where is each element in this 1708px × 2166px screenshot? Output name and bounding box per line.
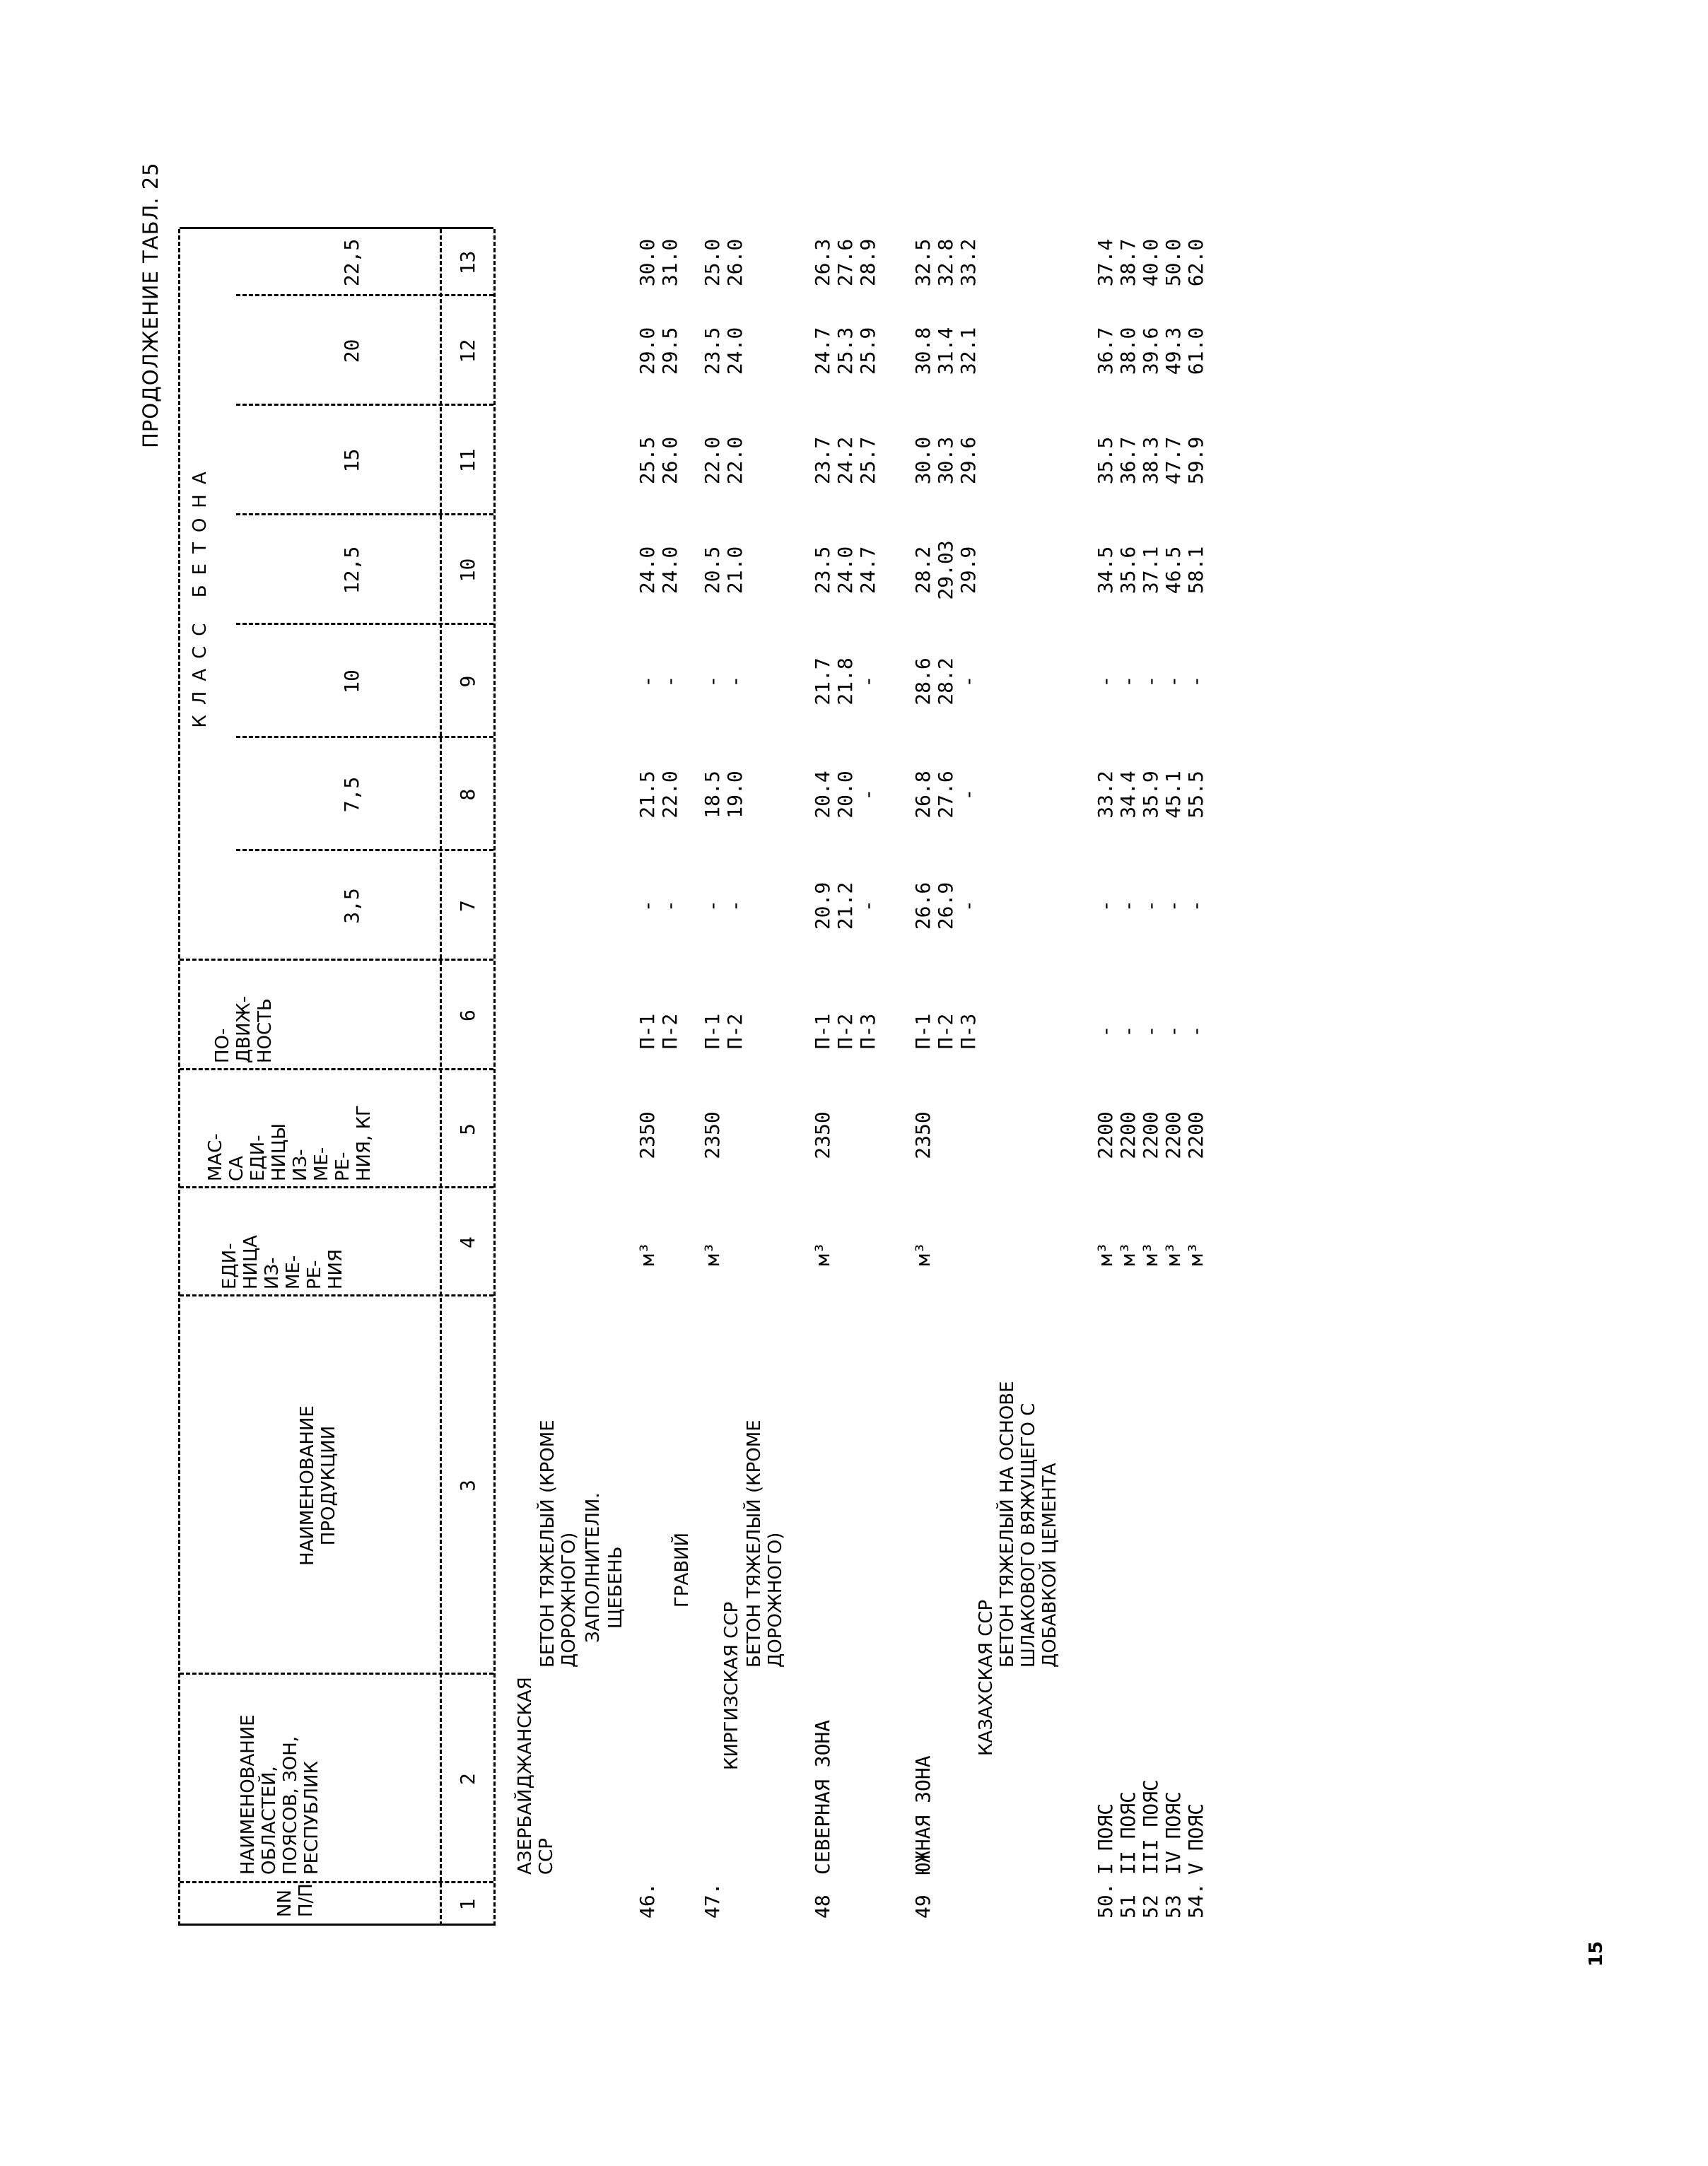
row-class-value: 20.9 [811, 882, 834, 930]
row-class-value: 40.0 [1139, 238, 1162, 287]
row-class-value: 23.7 [811, 436, 834, 485]
row-class-value: 21.8 [833, 657, 857, 706]
header-col2-line4: РЕСПУБЛИК [301, 1761, 322, 1875]
class-value-10: 10 [340, 669, 363, 693]
row-class-value: 45.1 [1162, 771, 1185, 819]
header-col3 [297, 1300, 339, 1671]
header-col4-line5: РЕ- [304, 1260, 325, 1289]
row-mobility: П-2 [658, 1013, 682, 1050]
row-class-value: 46.5 [1162, 546, 1185, 595]
row-class-value: 22.0 [723, 436, 747, 485]
row-mass: 2200 [1094, 1111, 1117, 1159]
vline-01 [180, 1881, 493, 1883]
row-class-value: - [1116, 675, 1140, 688]
row-mass: 2350 [701, 1111, 724, 1159]
row-class-value: 61.0 [1184, 327, 1207, 375]
row-class-value: - [701, 675, 724, 688]
row-unit: м³ [636, 1242, 659, 1266]
row-class-value: 50.0 [1162, 238, 1185, 287]
row-class-value: 38.3 [1139, 436, 1162, 485]
row-class-value: 34.4 [1116, 771, 1140, 819]
row-class-value: 23.5 [811, 546, 834, 595]
colnum-3: 3 [456, 1480, 479, 1492]
colnum-10: 10 [456, 558, 479, 583]
region-azerbaijan-line1: АЗЕРБАЙДЖАНСКАЯ [515, 1677, 536, 1875]
row-class-value: 27.6 [833, 238, 857, 287]
header-col5-line5: ИЗ- [290, 1149, 311, 1181]
crushed-stone-label: ЩЕБЕНЬ [605, 1546, 626, 1629]
row-class-value: - [636, 675, 659, 688]
row-number: 54. [1184, 1883, 1207, 1919]
row-mobility: - [1184, 1025, 1207, 1038]
row-class-value: 28.2 [911, 546, 935, 595]
row-mobility: П-1 [701, 1013, 724, 1050]
header-concrete-class: КЛАСС БЕТОНА [189, 462, 211, 728]
row-mobility: П-1 [636, 1013, 659, 1050]
colnum-8: 8 [456, 788, 479, 801]
row-class-value: 24.0 [833, 546, 857, 595]
class-value-22_5: 22,5 [340, 238, 363, 287]
row-class-value: 34.5 [1094, 546, 1117, 595]
row-class-value: 26.3 [811, 238, 834, 287]
vline-12 [236, 404, 493, 406]
row-class-value: 32.5 [911, 238, 935, 287]
rule-colnum-bottom [493, 229, 496, 1926]
row-mass: 2350 [636, 1111, 659, 1159]
header-col3-line2: ПРОДУКЦИИ [318, 1425, 339, 1546]
row-mobility: П-1 [911, 1013, 935, 1050]
vline-10 [236, 623, 493, 625]
header-col2-line1: НАИМЕНОВАНИЕ [238, 1714, 259, 1875]
vline-05 [180, 1068, 493, 1070]
row-class-value: 38.7 [1116, 238, 1140, 287]
row-class-value: 37.1 [1139, 546, 1162, 595]
header-col5-line7: РЕ- [332, 1152, 353, 1181]
header-col5-line3: ЕДИ- [247, 1135, 269, 1181]
product-slag-concrete-line1: БЕТОН ТЯЖЕЛЫЙ НА ОСНОВЕ [997, 1381, 1018, 1668]
row-class-value: 20.0 [833, 771, 857, 819]
header-col6-line3: НОСТЬ [255, 998, 276, 1063]
row-class-value: 36.7 [1116, 436, 1140, 485]
header-col2-line2: ОБЛАСТЕЙ, [259, 1766, 280, 1875]
region-kazakhstan: КАЗАХСКАЯ ССР [976, 1599, 997, 1756]
row-class-value: 38.0 [1116, 327, 1140, 375]
row-class-value: 23.5 [701, 327, 724, 375]
product-slag-concrete [997, 1381, 1060, 1668]
row-unit: м³ [811, 1242, 834, 1266]
row-class-value: 27.6 [934, 771, 957, 819]
row-class-value: - [1184, 675, 1207, 688]
header-col5-line4: НИЦЫ [269, 1123, 290, 1181]
table-caption: ПРОДОЛЖЕНИЕ ТАБЛ. 25 [139, 162, 163, 448]
header-col1-line1: NN [274, 1890, 296, 1917]
row-class-value: 35.6 [1116, 546, 1140, 595]
row-class-value: 39.6 [1139, 327, 1162, 375]
row-region-name: V ПОЯС [1184, 1803, 1207, 1875]
row-class-value: 18.5 [701, 771, 724, 819]
row-class-value: - [701, 900, 724, 912]
row-number: 48 [811, 1895, 834, 1919]
colnum-6: 6 [456, 1009, 479, 1021]
row-mass: 2200 [1139, 1111, 1162, 1159]
colnum-2: 2 [456, 1773, 479, 1785]
row-number: 52 [1139, 1895, 1162, 1919]
class-value-7_5: 7,5 [340, 776, 363, 813]
row-mobility: П-2 [723, 1013, 747, 1050]
row-unit: м³ [1116, 1242, 1140, 1266]
row-unit: м³ [911, 1242, 935, 1266]
row-class-value: 21.5 [636, 771, 659, 819]
row-class-value: 29.9 [957, 546, 980, 595]
row-mass: 2200 [1184, 1111, 1207, 1159]
header-col6-line2: ДВИЖ- [233, 996, 255, 1063]
header-col6-line1: ПО- [212, 1028, 233, 1063]
row-class-value: 21.7 [811, 657, 834, 706]
row-class-value: 29.0 [636, 327, 659, 375]
row-class-value: 33.2 [957, 238, 980, 287]
row-mobility: П-3 [957, 1013, 980, 1050]
row-class-value: - [957, 900, 980, 912]
row-region-name: II ПОЯС [1116, 1791, 1140, 1875]
row-mobility: - [1162, 1025, 1185, 1038]
row-region-name: СЕВЕРНАЯ ЗОНА [811, 1719, 834, 1875]
row-class-value: 32.1 [957, 327, 980, 375]
row-class-value: 26.6 [911, 882, 935, 930]
row-class-value: - [856, 788, 879, 801]
row-class-value: 26.8 [911, 771, 935, 819]
row-class-value: - [1139, 675, 1162, 688]
row-region-name: IV ПОЯС [1162, 1791, 1185, 1875]
colnum-7: 7 [456, 900, 479, 912]
row-class-value: 25.3 [833, 327, 857, 375]
row-class-value: 47.7 [1162, 436, 1185, 485]
class-value-3_5: 3,5 [340, 888, 363, 924]
row-number: 53 [1162, 1895, 1185, 1919]
colnum-13: 13 [456, 250, 479, 275]
fillers-label: ЗАПОЛНИТЕЛИ. [583, 1492, 604, 1643]
vline-08 [236, 849, 493, 851]
vline-14 [180, 227, 493, 229]
row-mobility: П-3 [856, 1013, 879, 1050]
row-class-value: 26.9 [934, 882, 957, 930]
colnum-4: 4 [456, 1236, 479, 1248]
product-heavy-concrete-kg-line2: ДОРОЖНОГО) [765, 1532, 786, 1668]
row-unit: м³ [701, 1242, 724, 1266]
row-mobility: П-2 [934, 1013, 957, 1050]
row-class-value: 24.0 [658, 546, 682, 595]
row-number: 51 [1116, 1895, 1140, 1919]
row-class-value: - [658, 900, 682, 912]
row-class-value: 62.0 [1184, 238, 1207, 287]
class-value-20: 20 [340, 339, 363, 363]
header-col6 [212, 996, 276, 1063]
row-unit: м³ [1162, 1242, 1185, 1266]
row-class-value: 20.4 [811, 771, 834, 819]
row-class-value: 21.2 [833, 882, 857, 930]
row-class-value: - [723, 900, 747, 912]
vline-07 [236, 959, 493, 961]
row-class-value: - [957, 675, 980, 688]
row-class-value: - [1094, 900, 1117, 912]
row-class-value: 35.5 [1094, 436, 1117, 485]
vline-02 [180, 1673, 493, 1675]
header-col4-line2: НИЦА [240, 1235, 262, 1289]
row-class-value: - [658, 675, 682, 688]
header-col5-line8: НИЯ, КГ [353, 1105, 375, 1181]
row-class-value: - [957, 788, 980, 801]
row-class-value: - [856, 675, 879, 688]
region-kyrgyzstan: КИРГИЗСКАЯ ССР [721, 1601, 742, 1770]
header-col1 [274, 1883, 317, 1917]
row-class-value: 36.7 [1094, 327, 1117, 375]
row-mobility: - [1116, 1025, 1140, 1038]
region-azerbaijan [515, 1677, 557, 1875]
row-class-value: 30.0 [636, 238, 659, 287]
row-mass: 2350 [911, 1111, 935, 1159]
row-class-value: 30.3 [934, 436, 957, 485]
row-number: 50. [1094, 1883, 1117, 1919]
row-class-value: 21.0 [723, 546, 747, 595]
row-unit: м³ [1139, 1242, 1162, 1266]
row-class-value: 30.0 [911, 436, 935, 485]
row-mobility: П-2 [833, 1013, 857, 1050]
row-class-value: - [1139, 900, 1162, 912]
header-col4 [219, 1235, 346, 1289]
row-class-value: 25.7 [856, 436, 879, 485]
row-class-value: - [723, 675, 747, 688]
row-class-value: 49.3 [1162, 327, 1185, 375]
row-number: 46. [636, 1883, 659, 1919]
product-slag-concrete-line3: ДОБАВКОЙ ЦЕМЕНТА [1039, 1463, 1060, 1668]
row-class-value: 26.0 [723, 238, 747, 287]
colnum-9: 9 [456, 675, 479, 688]
vline-03 [180, 1294, 493, 1296]
row-mass: 2200 [1116, 1111, 1140, 1159]
product-heavy-concrete-kg-line1: БЕТОН ТЯЖЕЛЫЙ (КРОМЕ [744, 1419, 765, 1668]
row-class-value: 22.0 [701, 436, 724, 485]
row-class-value: 30.8 [911, 327, 935, 375]
colnum-5: 5 [456, 1123, 479, 1135]
header-col5-line1: МАС- [205, 1133, 226, 1181]
product-heavy-concrete-az-line2: ДОРОЖНОГО) [558, 1532, 580, 1668]
header-col4-line4: МЕ- [283, 1255, 304, 1289]
row-mass: 2350 [811, 1111, 834, 1159]
row-class-value: 33.2 [1094, 771, 1117, 819]
header-col4-line1: ЕДИ- [219, 1243, 240, 1289]
row-region-name: I ПОЯС [1094, 1803, 1117, 1875]
region-azerbaijan-line2: ССР [536, 1838, 557, 1875]
header-col5-line2: СА [226, 1156, 247, 1181]
header-col4-line3: ИЗ- [262, 1257, 283, 1289]
vline-11 [236, 513, 493, 515]
vline-00 [180, 1924, 493, 1926]
colnum-11: 11 [456, 448, 479, 473]
header-col5-line6: МЕ- [311, 1147, 332, 1181]
class-value-12_5: 12,5 [340, 546, 363, 595]
row-class-value: 31.0 [658, 238, 682, 287]
header-col4-line6: НИЯ [325, 1248, 346, 1289]
row-class-value: - [1184, 900, 1207, 912]
product-slag-concrete-line2: ШЛАКОВОГО ВЯЖУЩЕГО С [1018, 1403, 1039, 1668]
row-class-value: 31.4 [934, 327, 957, 375]
row-class-value: 24.7 [811, 327, 834, 375]
row-class-value: 25.0 [701, 238, 724, 287]
row-region-name: ЮЖНАЯ ЗОНА [911, 1755, 935, 1875]
row-class-value: 26.0 [658, 436, 682, 485]
row-class-value: 19.0 [723, 771, 747, 819]
row-class-value: - [856, 900, 879, 912]
row-class-value: 59.9 [1184, 436, 1207, 485]
row-class-value: 24.0 [636, 546, 659, 595]
product-heavy-concrete-az [537, 1419, 580, 1668]
rule-header-bottom [440, 229, 442, 1926]
header-col1-line2: П/П [296, 1883, 317, 1917]
row-unit: м³ [1094, 1242, 1117, 1266]
row-mobility: - [1094, 1025, 1117, 1038]
product-heavy-concrete-kg [744, 1419, 786, 1668]
row-class-value: - [1094, 675, 1117, 688]
row-class-value: 25.9 [856, 327, 879, 375]
row-class-value: 28.9 [856, 238, 879, 287]
row-class-value: 35.9 [1139, 771, 1162, 819]
row-mobility: П-1 [811, 1013, 834, 1050]
row-class-value: 28.6 [911, 657, 935, 706]
row-class-value: 32.8 [934, 238, 957, 287]
product-heavy-concrete-az-line1: БЕТОН ТЯЖЕЛЫЙ (КРОМЕ [537, 1419, 558, 1668]
row-mobility: - [1139, 1025, 1162, 1038]
gravel-label: ГРАВИЙ [672, 1532, 693, 1608]
row-class-value: - [1116, 900, 1140, 912]
row-class-value: 22.0 [658, 771, 682, 819]
row-region-name: III ПОЯС [1139, 1779, 1162, 1875]
class-value-15: 15 [340, 448, 363, 473]
page-number: 15 [1586, 1940, 1607, 1967]
row-number: 49 [911, 1895, 935, 1919]
vline-09 [236, 736, 493, 738]
row-unit: м³ [1184, 1242, 1207, 1266]
row-class-value: 29.03 [934, 540, 957, 600]
rule-top [178, 229, 180, 1926]
row-class-value: 28.2 [934, 657, 957, 706]
row-class-value: 25.5 [636, 436, 659, 485]
row-class-value: 58.1 [1184, 546, 1207, 595]
colnum-12: 12 [456, 339, 479, 363]
vline-04 [180, 1186, 493, 1188]
header-col2-line3: ПОЯСОВ, ЗОН, [280, 1735, 301, 1875]
row-mass: 2200 [1162, 1111, 1185, 1159]
row-class-value: 24.0 [723, 327, 747, 375]
header-col5 [205, 1105, 375, 1181]
row-class-value: 24.2 [833, 436, 857, 485]
row-class-value: 55.5 [1184, 771, 1207, 819]
row-class-value: - [1162, 675, 1185, 688]
row-class-value: 20.5 [701, 546, 724, 595]
row-class-value: 29.6 [957, 436, 980, 485]
header-col2 [238, 1714, 322, 1875]
row-class-value: - [1162, 900, 1185, 912]
row-class-value: 37.4 [1094, 238, 1117, 287]
colnum-1: 1 [456, 1898, 479, 1911]
header-col3-line1: НАИМЕНОВАНИЕ [297, 1405, 318, 1566]
vline-13 [236, 294, 493, 296]
row-class-value: 24.7 [856, 546, 879, 595]
row-number: 47. [701, 1883, 724, 1919]
row-class-value: - [636, 900, 659, 912]
row-class-value: 29.5 [658, 327, 682, 375]
